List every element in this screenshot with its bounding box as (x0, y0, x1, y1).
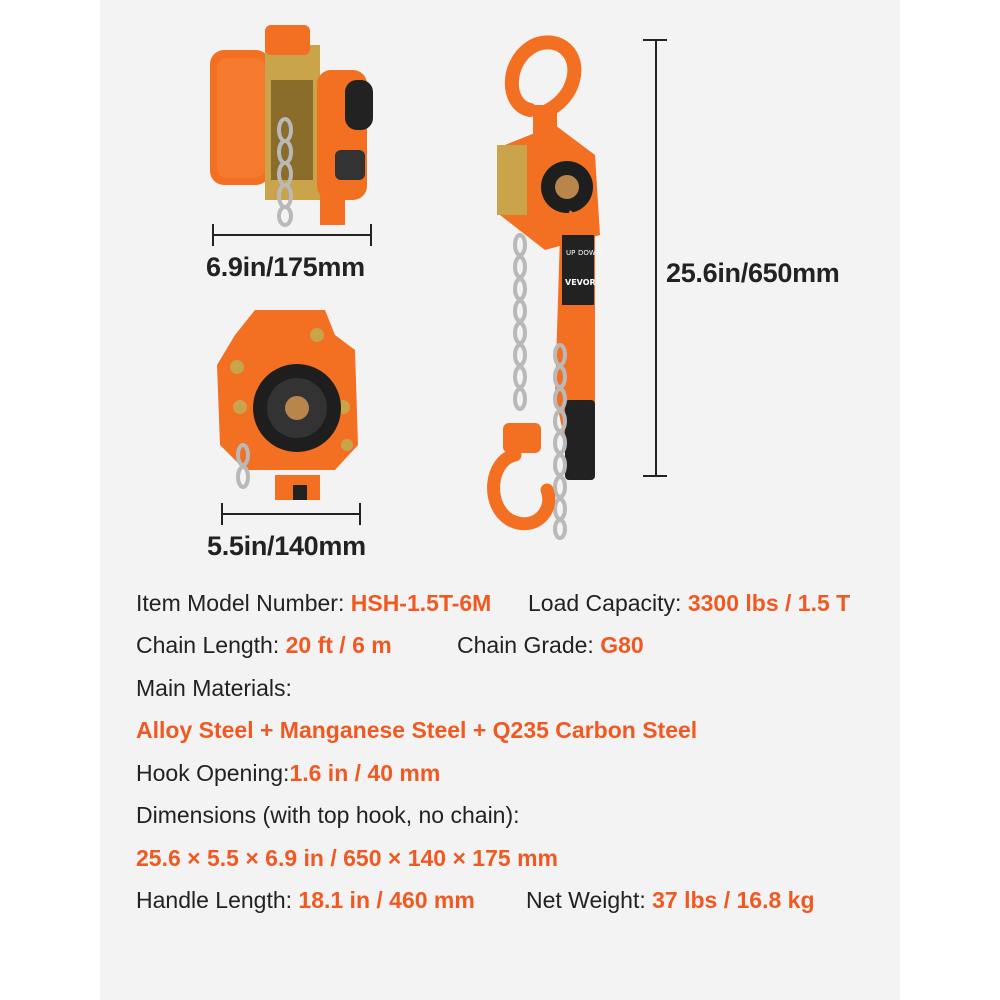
depth-dimension-label: 5.5in/140mm (207, 531, 366, 561)
dimensions-value: 25.6 × 5.5 × 6.9 in / 650 × 140 × 175 mm (136, 845, 558, 871)
chain-length-value: 20 ft / 6 m (285, 632, 392, 658)
handle-length-label: Handle Length: (136, 887, 293, 913)
lever-hoist-full-image (485, 35, 620, 545)
materials-value: Alloy Steel + Manganese Steel + Q235 Carbon Steel (136, 717, 698, 743)
materials-label: Main Materials: (136, 675, 292, 701)
width-dimension-tick-left (212, 224, 214, 246)
chain-grade-label: Chain Grade: (457, 632, 594, 658)
hook-opening-label: Hook Opening: (136, 760, 290, 786)
net-weight-value: 37 lbs / 16.8 kg (652, 887, 815, 913)
spec-net-weight (526, 887, 815, 914)
spec-hook-opening (136, 760, 440, 787)
direction-down-label: DOWN (578, 249, 602, 257)
chain-grade-value: G80 (600, 632, 644, 658)
spec-handle-length (136, 887, 475, 914)
hoist-side-view-image (205, 20, 375, 225)
depth-dimension-tick-left (221, 503, 223, 525)
height-dimension-line (655, 40, 657, 476)
spec-chain-length (136, 632, 392, 659)
brand-label: VEVOR (565, 278, 596, 287)
load-capacity-label: Load Capacity: (528, 590, 682, 616)
chain-length-label: Chain Length: (136, 632, 280, 658)
width-dimension-line (212, 234, 372, 236)
direction-up-label: UP (566, 249, 576, 257)
net-weight-label: Net Weight: (526, 887, 646, 913)
hook-opening-value: 1.6 in / 40 mm (289, 760, 441, 786)
dimensions-label: Dimensions (with top hook, no chain): (136, 802, 520, 828)
load-capacity-value: 3300 lbs / 1.5 T (687, 590, 851, 616)
depth-dimension-tick-right (359, 503, 361, 525)
hoist-front-view-image (215, 305, 365, 500)
height-dimension-label: 25.6in/650mm (666, 258, 840, 288)
model-number-label: Item Model Number: (136, 590, 345, 616)
spec-load-capacity (528, 590, 850, 617)
height-dimension-tick-top (643, 39, 667, 41)
spec-row-model-capacity (136, 590, 491, 617)
model-number-value: HSH-1.5T-6M (350, 590, 492, 616)
width-dimension-label: 6.9in/175mm (206, 252, 365, 282)
spec-chain-grade (457, 632, 644, 659)
handle-length-value: 18.1 in / 460 mm (298, 887, 475, 913)
width-dimension-tick-right (370, 224, 372, 246)
depth-dimension-line (221, 513, 361, 515)
height-dimension-tick-bottom (643, 475, 667, 477)
